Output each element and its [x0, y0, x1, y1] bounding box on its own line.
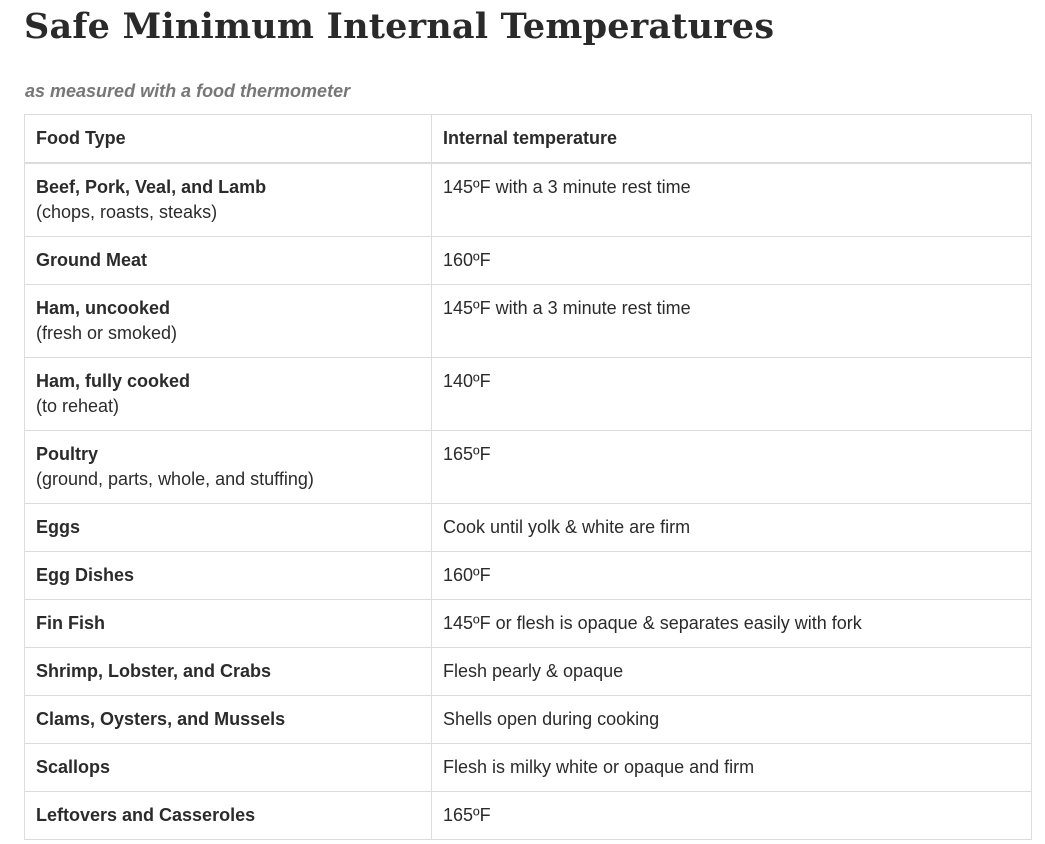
food-name: Shrimp, Lobster, and Crabs [36, 660, 272, 681]
temperature-cell [432, 791, 1032, 839]
temperature-cell [432, 236, 1032, 284]
food-name: Ham, uncooked [36, 297, 171, 318]
food-type-cell [25, 163, 432, 237]
table-row [25, 163, 1032, 237]
temperature-cell [432, 743, 1032, 791]
food-note: (fresh or smoked) [36, 322, 178, 343]
temperature-value: 165ºF [443, 804, 491, 825]
food-name: Fin Fish [36, 612, 105, 633]
food-type-cell [25, 743, 432, 791]
food-note: (ground, parts, whole, and stuffing) [36, 468, 314, 489]
table-row [25, 791, 1032, 839]
food-type-cell [25, 791, 432, 839]
page-title: Safe Minimum Internal Temperatures [24, 6, 775, 47]
table-row [25, 551, 1032, 599]
temperature-value: 160ºF [443, 564, 491, 585]
food-name: Clams, Oysters, and Mussels [36, 708, 286, 729]
table-header [25, 115, 1032, 163]
temperature-value: Cook until yolk & white are firm [443, 516, 691, 537]
temperature-cell [432, 503, 1032, 551]
temperature-value: 160ºF [443, 249, 491, 270]
temperature-value: 145ºF or flesh is opaque & separates easily with fork [443, 612, 862, 633]
food-type-cell [25, 284, 432, 357]
temperature-cell [432, 695, 1032, 743]
food-name: Leftovers and Casseroles [36, 804, 256, 825]
food-name: Ground Meat [36, 249, 147, 270]
page-subtitle: as measured with a food thermometer [25, 81, 351, 101]
table-body [25, 163, 1032, 840]
temperature-cell [432, 284, 1032, 357]
food-name: Ham, fully cooked [36, 370, 191, 391]
table-row [25, 599, 1032, 647]
food-note: (chops, roasts, steaks) [36, 201, 218, 222]
table-row [25, 503, 1032, 551]
food-type-cell [25, 551, 432, 599]
temperature-value: 145ºF with a 3 minute rest time [443, 176, 691, 197]
food-note: (to reheat) [36, 395, 120, 416]
temperature-cell [432, 551, 1032, 599]
temperature-value: Flesh pearly & opaque [443, 660, 624, 681]
temperature-cell [432, 163, 1032, 237]
food-name: Eggs [36, 516, 81, 537]
temperature-cell [432, 647, 1032, 695]
food-name: Beef, Pork, Veal, and Lamb [36, 176, 267, 197]
table-row [25, 743, 1032, 791]
header-food-type: Food Type [25, 115, 432, 163]
food-type-cell [25, 236, 432, 284]
table-row [25, 695, 1032, 743]
header-internal-temperature: Internal temperature [432, 115, 1032, 163]
table-row [25, 430, 1032, 503]
food-type-cell [25, 695, 432, 743]
table-row [25, 284, 1032, 357]
temperature-cell [432, 430, 1032, 503]
temperature-value: Shells open during cooking [443, 708, 660, 729]
temperature-value: 145ºF with a 3 minute rest time [443, 297, 691, 318]
food-type-cell [25, 357, 432, 430]
food-type-cell [25, 599, 432, 647]
temperature-value: 165ºF [443, 443, 491, 464]
temperature-value: Flesh is milky white or opaque and firm [443, 756, 755, 777]
food-name: Scallops [36, 756, 111, 777]
temperature-value: 140ºF [443, 370, 491, 391]
temperature-cell [432, 357, 1032, 430]
food-type-cell [25, 503, 432, 551]
temperature-cell [432, 599, 1032, 647]
table-row [25, 647, 1032, 695]
food-name: Poultry [36, 443, 99, 464]
table-row [25, 357, 1032, 430]
header-row [25, 115, 1032, 163]
table-row [25, 236, 1032, 284]
food-type-cell [25, 647, 432, 695]
food-name: Egg Dishes [36, 564, 135, 585]
temperature-table [24, 114, 1032, 840]
food-type-cell [25, 430, 432, 503]
